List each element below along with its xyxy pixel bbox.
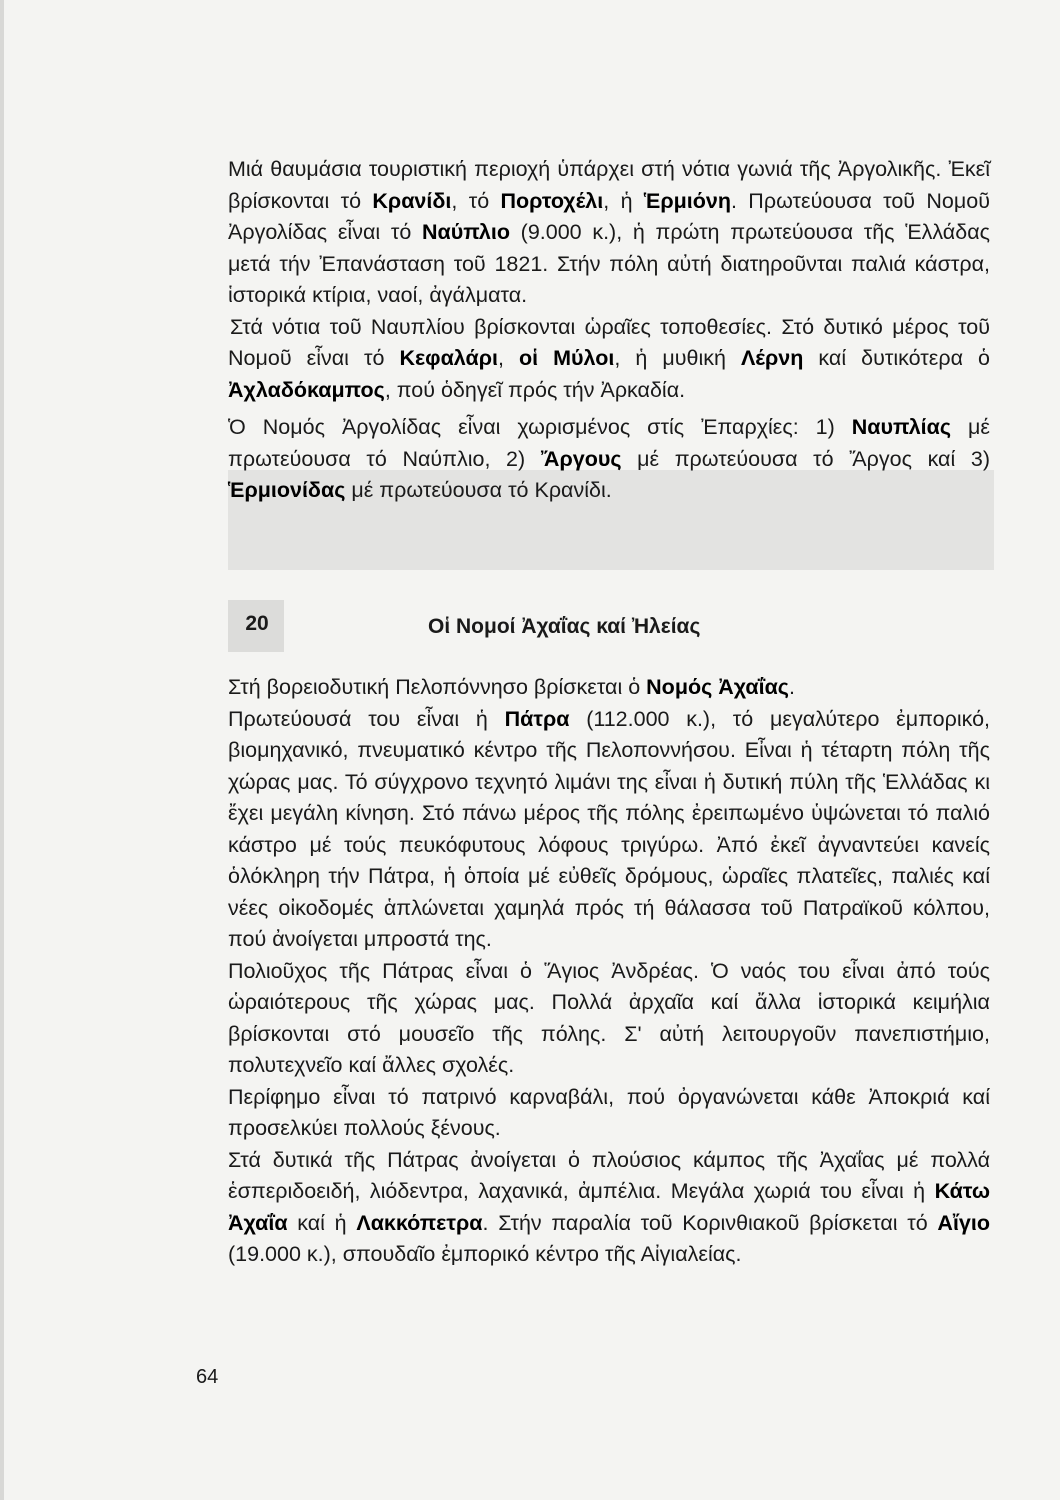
bold-lerni: Λέρνη bbox=[740, 346, 804, 370]
page-edge bbox=[0, 0, 4, 1500]
bold-ermionidas: Ἑρμιονίδας bbox=[228, 478, 346, 502]
bold-kefalari: Κεφαλάρι bbox=[399, 346, 498, 370]
bold-ermioni: Ἑρμιόνη bbox=[643, 188, 731, 213]
page-number: 64 bbox=[196, 1366, 219, 1388]
bold-portocheli: Πορτοχέλι bbox=[500, 188, 604, 213]
paragraph-south-nafplio: Στά νότια τοῦ Ναυπλίου βρίσκονται ὡραῖες τοποθεσίες. Στό δυτικό μέρος τοῦ Νομοῦ εἶναι τό Κεφαλάρι, οἱ Μύλοι, ἡ μυθική Λέρνη καί δυτικότερα ὁ Ἀχλαδόκαμπος, πού ὁδηγεῖ πρός τήν Ἀρκαδία. bbox=[228, 314, 991, 402]
paragraph-patron-saint: Πολιοῦχος τῆς Πάτρας εἶναι ὁ Ἅγιος Ἀνδρέας. Ὁ ναός του εἶναι ἀπό τούς ὡραιότερους τῆς χώρας μας. Πολλά ἀρχαῖα καί ἄλλα ἱστορικά κειμήλια βρίσκονται στό μουσεῖο τῆς πόλης. Σ' αὐτή λειτουργοῦν πανεπιστήμιο, πολυτεχνεῖο καί ἄλλες σχολές. bbox=[228, 958, 990, 1077]
bold-nafplio: Ναύπλιο bbox=[422, 220, 510, 244]
paragraph-nafplio: Μιά θαυμάσια τουριστική περιοχή ὑπάρχει στή νότια γωνιά τῆς Ἀργολικῆς. Ἐκεῖ βρίσκονται τό Κρανίδι, τό Πορτοχέλι, ἡ Ἑρμιόνη. Πρωτεύουσα τοῦ Νομοῦ Ἀργολίδας εἶναι τό Ναύπλιο (9.000 κ.), ἡ πρώτη πρωτεύουσα τῆς Ἑλλάδας μετά τήν Ἐπανάσταση τοῦ 1821. Στήν πόλη αὐτή διατηροῦνται παλιά κάστρα, ἱστορικά κτίρια, ναοί, ἀγάλματα. bbox=[228, 157, 991, 307]
bold-nafplias: Ναυπλίας bbox=[851, 415, 952, 439]
bold-lakkopetra: Λακκόπετρα bbox=[356, 1210, 483, 1235]
bold-argous: Ἄργους bbox=[540, 446, 622, 471]
paragraph-achaia-intro: Στή βορειοδυτική Πελοπόννησο βρίσκεται ὁ Νομός Ἀχαΐας. bbox=[228, 675, 795, 699]
paragraph-patra: Πρωτεύουσά του εἶναι ἡ Πάτρα (112.000 κ.), τό μεγαλύτερο ἐμπορικό, βιομηχανικό, πνευματικό κέντρο τῆς Πελοποννήσου. Εἶναι ἡ τέταρτη πόλη τῆς χώρας μας. Τό σύγχρονο τεχνητό λιμάνι της εἶναι ἡ δυτική πύλη τῆς Ἑλλάδας κι ἔχει μεγάλη κίνηση. Στό πάνω μέρος τῆς πόλης ἐρειπωμένο ὑψώνεται τό παλιό κάστρο μέ τούς πευκόφυτους λόφους τριγύρω. Ἀπό ἐκεῖ ἀγναντεύει κανείς ὁλόκληρη τήν Πάτρα, ἡ ὁποία μέ εὐθεῖς δρόμους, ὡραῖες πλατεῖες, παλιές καί νέες οἰκοδομές ἁπλώνεται χαμηλά πρός τή θάλασσα τοῦ Πατραϊκοῦ κόλπου, πού ἀνοίγεται μπροστά της. bbox=[228, 706, 991, 951]
bold-nomos-achaias: Νομός Ἀχαΐας bbox=[646, 675, 789, 699]
bottom-section bbox=[228, 672, 990, 1271]
bold-achladokampos: Ἀχλαδόκαμπος bbox=[228, 377, 385, 402]
bold-kranidi: Κρανίδι bbox=[372, 188, 452, 213]
paragraph-provinces: Ὁ Νομός Ἀργολίδας εἶναι χωρισμένος στίς Ἐπαρχίες: 1) Ναυπλίας μέ πρωτεύουσα τό Ναύπλιο, 2) Ἄργους μέ πρωτεύουσα τό Ἄργος καί 3) Ἑρμιονίδας μέ πρωτεύουσα τό Κρανίδι. bbox=[228, 415, 990, 502]
chapter-title: Οἱ Νομοί Ἀχαΐας καί Ἠλείας bbox=[428, 615, 701, 638]
bold-aigio: Αἴγιο bbox=[937, 1210, 990, 1235]
bold-patra: Πάτρα bbox=[504, 706, 570, 731]
bold-kato-achaia: Κάτω Ἀχαΐα bbox=[228, 1179, 990, 1235]
top-section bbox=[228, 154, 990, 507]
paragraph-carnival: Περίφημο εἶναι τό πατρινό καρναβάλι, πού ὀργανώνεται κάθε Ἀποκριά καί προσελκύει πολλούς ξένους. bbox=[228, 1084, 990, 1140]
bold-myloi: οἱ Μύλοι bbox=[518, 346, 615, 370]
chapter-number: 20 bbox=[245, 612, 269, 635]
paragraph-west-patra: Στά δυτικά τῆς Πάτρας ἀνοίγεται ὁ πλούσιος κάμπος τῆς Ἀχαΐας μέ πολλά ἑσπεριδοειδή, λιόδεντρα, λαχανικά, ἀμπέλια. Μεγάλα χωριά του εἶναι ἡ Κάτω Ἀχαΐα καί ἡ Λακκόπετρα. Στήν παραλία τοῦ Κορινθιακοῦ βρίσκεται τό Αἴγιο (19.000 κ.), σπουδαῖο ἐμπορικό κέντρο τῆς Αἰγιαλείας. bbox=[228, 1147, 990, 1266]
